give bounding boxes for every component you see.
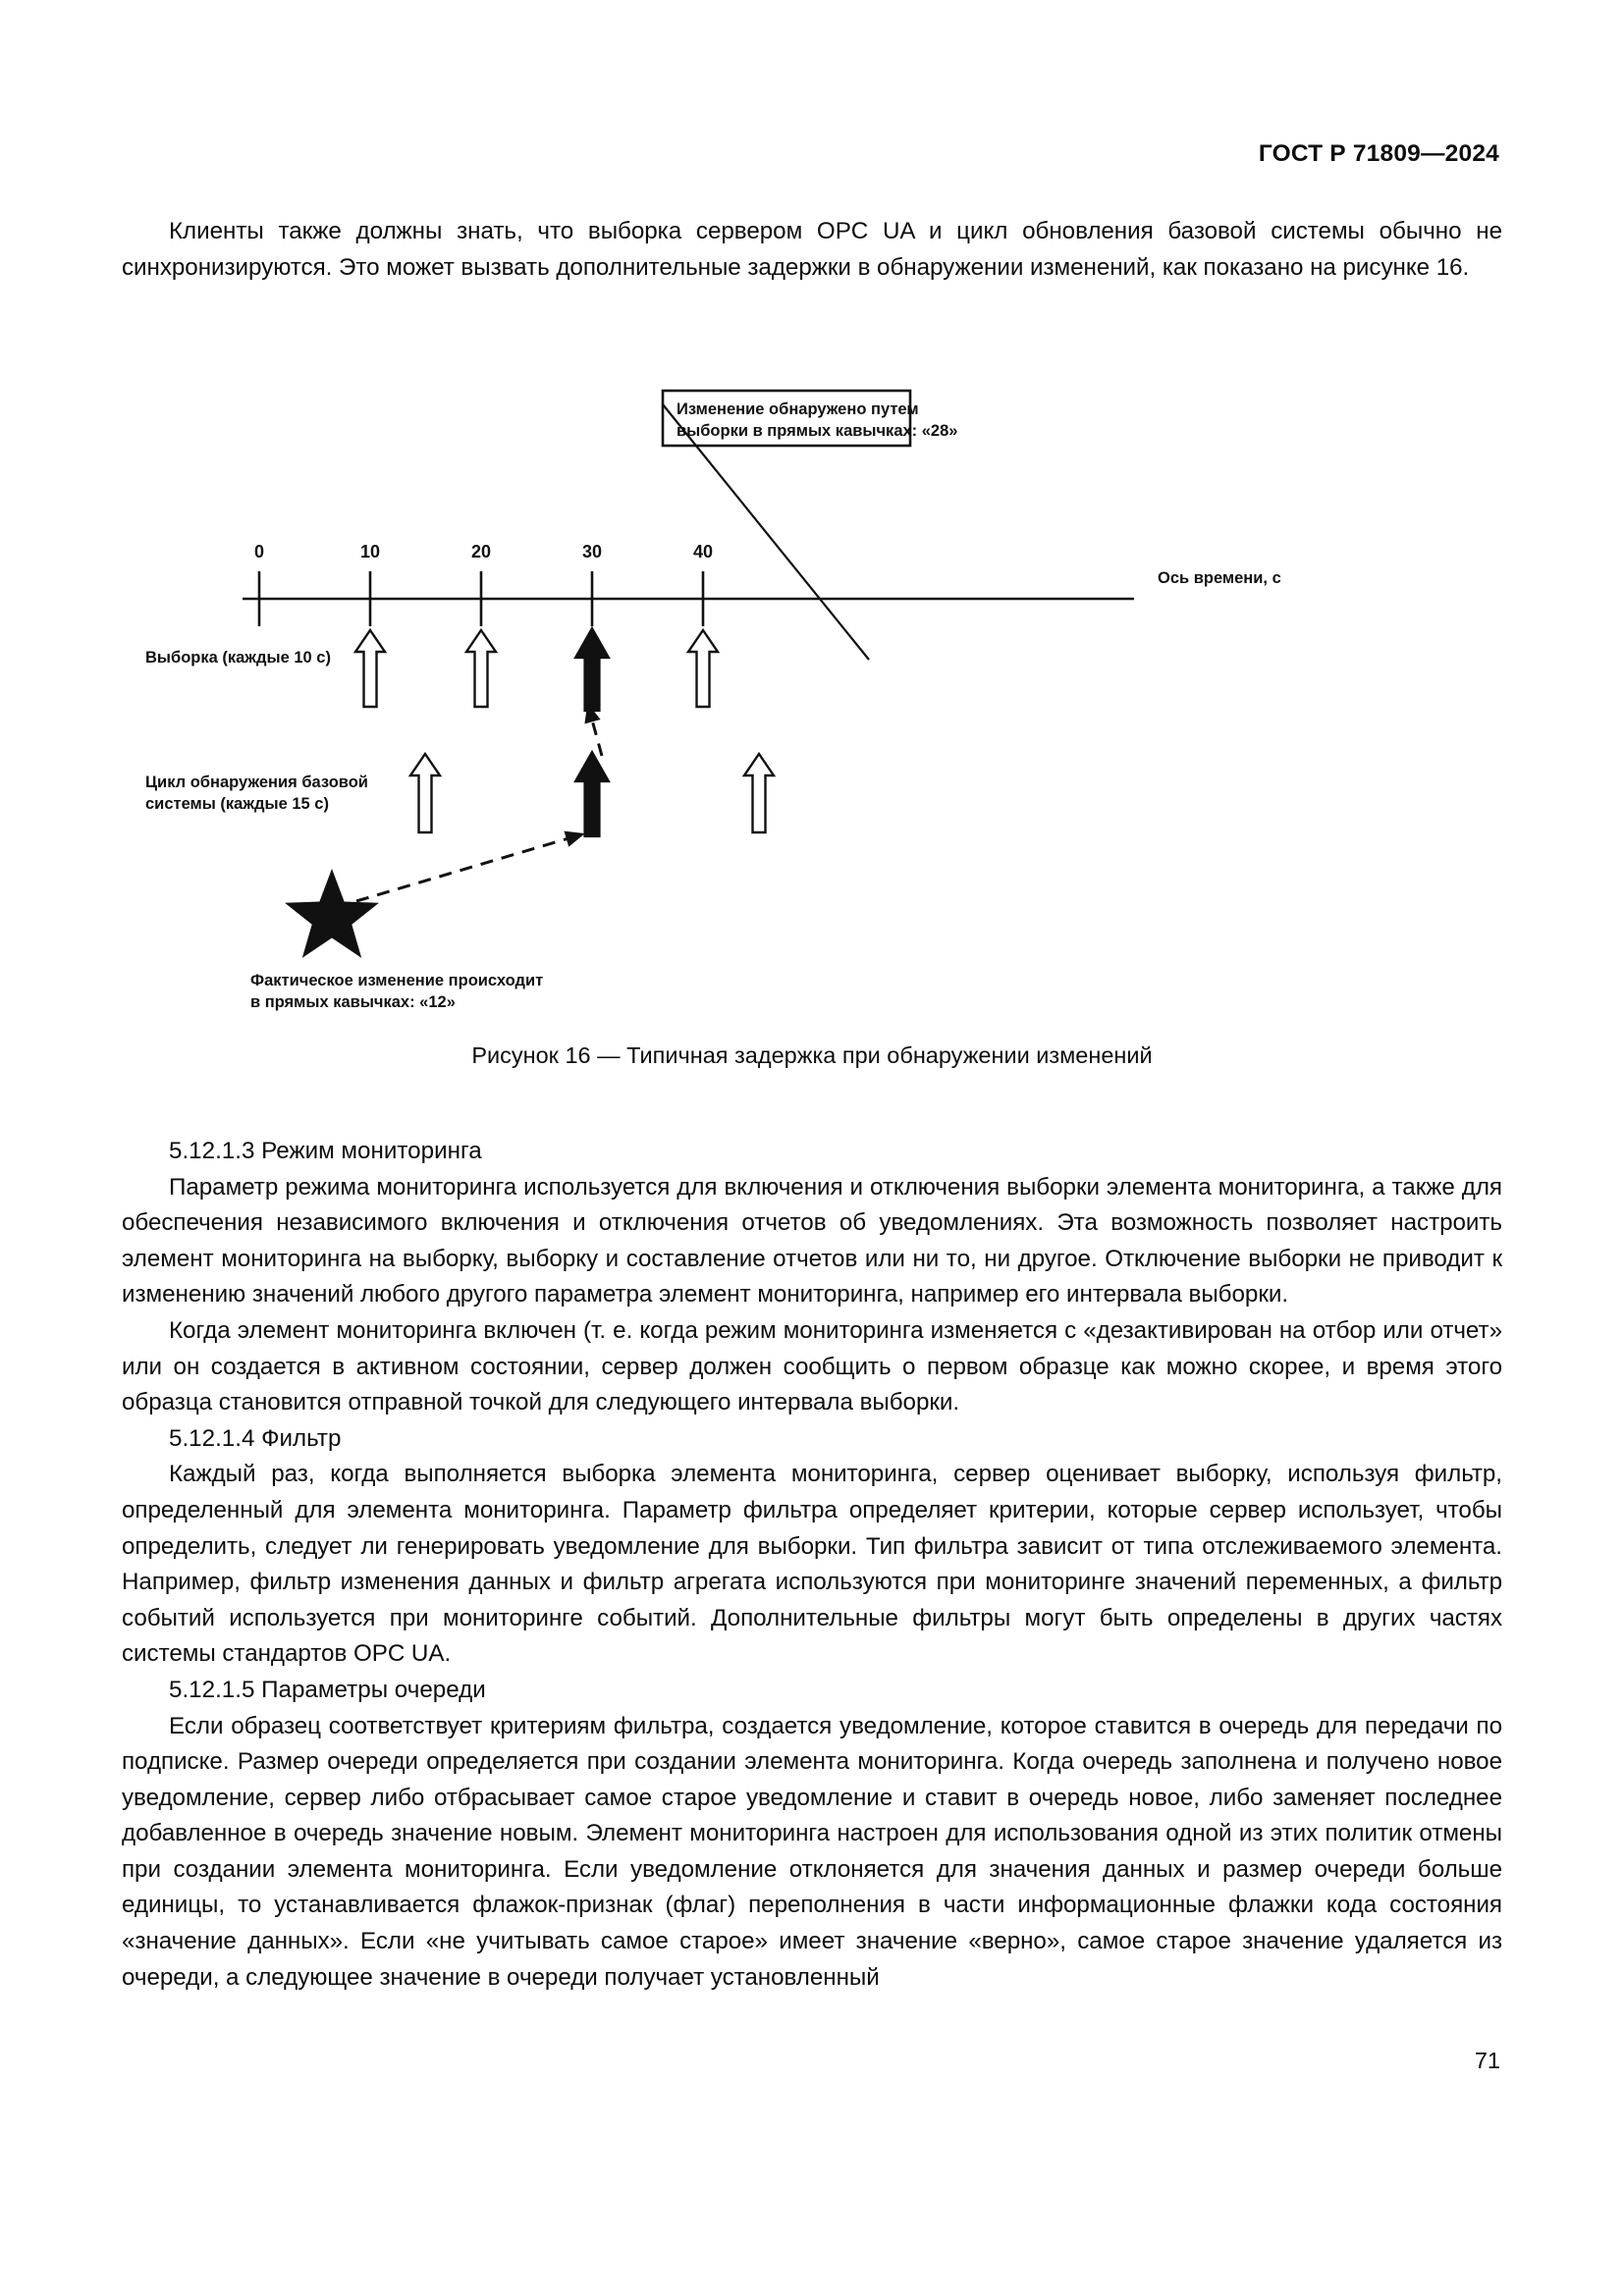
row-2-label-line-2: системы (каждые 15 с) — [145, 795, 329, 813]
clause-heading-5-12-1-5: 5.12.1.5 Параметры очереди — [169, 1676, 486, 1703]
row-1-label: Выборка (каждые 10 с) — [145, 649, 331, 667]
body-sections — [122, 1134, 1502, 1996]
sample-arrow-30-filled — [575, 628, 609, 711]
clause-5-12-1-5-paragraph-1: Если образец соответствует критериям фильтра, создается уведомление, которое ставится в очередь для передачи по подписке. Размер очереди определяется при создании элемента мониторинга. Когда очередь заполнена и получено новое уведомление, сервер либо отбрасывает самое старое уведомление и ставит в очередь новое, либо заменяет последнее добавленное в очередь значение новым. Элемент мониторинга настроен для использования одной из этих политик отмены при создании элемента мониторинга. Если уведомление отклоняется для значения данных и размер очереди больше единицы, то устанавливается флажок-признак (флаг) переполнения в части информационные флажки кода состояния «значение данных». Если «не учитывать самое старое» имеет значение «верно», самое старое значение удаляется из очереди, а следующее значение в очереди получает установленный — [122, 1712, 1502, 1991]
intro-block — [122, 214, 1502, 286]
axis-title: Ось времени, с — [1158, 569, 1281, 587]
row-2-arrows — [410, 752, 774, 836]
sample-arrow-20-outline — [466, 630, 496, 707]
sample-arrow-40-outline — [688, 630, 718, 707]
callout-line-2: выборки в прямых кавычках: «28» — [677, 422, 958, 440]
axis-tick-label-30: 30 — [581, 542, 603, 561]
axis-tick-label-40: 40 — [692, 542, 714, 561]
clause-5-12-1-4-paragraph-1: Каждый раз, когда выполняется выборка элемента мониторинга, сервер оценивает выборку, используя фильтр, определенный для элемента мониторинга. Параметр фильтра определяет критерии, которые сервер использует, чтобы определить, следует ли генерировать уведомление для выборки. Тип фильтра зависит от типа отслеживаемого элемента. Например, фильтр изменения данных и фильтр агрегата используются при мониторинге значений переменных, а фильтр событий используется при мониторинге событий. Дополнительные фильтры могут быть определены в других частях системы стандартов OPC UA. — [122, 1461, 1502, 1668]
dashed-link-star-to-cycle — [356, 836, 575, 901]
running-header-standard-number: ГОСТ Р 71809—2024 — [1258, 140, 1499, 167]
row-1-arrows — [355, 628, 718, 711]
clause-5-12-1-3-paragraph-2: Когда элемент мониторинга включен (т. е. когда режим мониторинга изменяется с «дезактивирован на отбор или отчет» или он создается в активном состоянии, сервер должен сообщить о первом образце как можно скорее, и время этого образца становится отправной точкой для следующего интервала выборки. — [122, 1316, 1502, 1416]
row-2-label-line-1: Цикл обнаружения базовой — [145, 774, 368, 791]
axis-tick-label-10: 10 — [359, 542, 381, 561]
cycle-arrow-15-outline — [410, 754, 440, 832]
callout-box — [663, 391, 957, 446]
cycle-arrow-45-outline — [744, 754, 774, 832]
axis-tick-label-20: 20 — [470, 542, 492, 561]
callout-line-1: Изменение обнаружено путем — [677, 400, 919, 418]
event-note-line-2: в прямых кавычках: «12» — [250, 993, 456, 1011]
clause-heading-5-12-1-3: 5.12.1.3 Режим мониторинга — [169, 1138, 482, 1164]
sample-arrow-10-outline — [355, 630, 385, 707]
actual-change-star-icon — [285, 869, 379, 958]
clause-heading-5-12-1-4: 5.12.1.4 Фильтр — [169, 1424, 342, 1452]
axis-tick-label-0: 0 — [253, 542, 265, 561]
event-note-line-1: Фактическое изменение происходит — [250, 972, 544, 989]
page-number: 71 — [1474, 2048, 1500, 2073]
figure-16-caption: Рисунок 16 — Типичная задержка при обнаружении изменений — [471, 1042, 1153, 1068]
intro-paragraph: Клиенты также должны знать, что выборка сервером OPC UA и цикл обновления базовой системы обычно не синхронизируются. Это может вызвать дополнительные задержки в обнаружении изменений, как показано на рисунке 16. — [122, 218, 1502, 281]
dashed-link-cycle-to-sample — [590, 713, 602, 756]
figure-16 — [122, 383, 1502, 1031]
cycle-arrow-30-filled — [575, 752, 609, 836]
time-axis — [243, 542, 1281, 626]
clause-5-12-1-3-paragraph-1: Параметр режима мониторинга используется для включения и отключения выборки элемента мониторинга, а также для обеспечения независимого включения и отключения отчетов об уведомлениях. Эта возможность позволяет настроить элемент мониторинга на выборку, выборку и составление отчетов или ни то, ни другое. Отключение выборки не приводит к изменению значений любого другого параметра элемент мониторинга, например его интервала выборки. — [122, 1173, 1502, 1308]
